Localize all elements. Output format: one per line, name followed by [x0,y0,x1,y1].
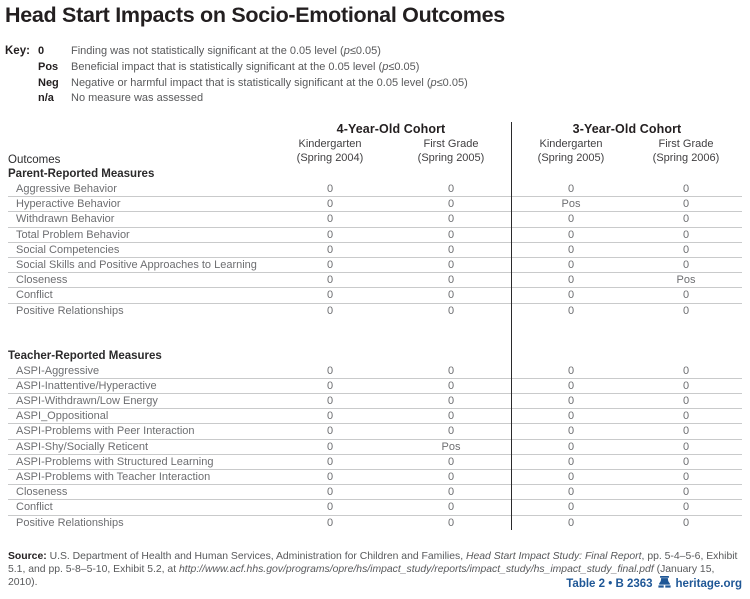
impact-value: 0 [447,425,455,438]
impact-value: 0 [447,183,455,195]
impact-value: 0 [567,228,575,241]
col-header-line2: (Spring 2005) [417,151,485,164]
impact-value: 0 [567,274,575,287]
impact-value: Pos [676,274,696,287]
outcome-label: Positive Relationships [16,516,124,529]
impact-value: 0 [326,304,334,317]
outcome-label: Conflict [16,289,53,302]
impact-value: 0 [682,486,690,499]
col-header-line1: First Grade [423,138,479,150]
table-row [8,409,742,424]
table-row [8,516,742,531]
impact-value: 0 [447,228,455,241]
key-description [71,44,468,60]
outcome-label: Aggressive Behavior [16,183,117,195]
key-row [5,44,468,60]
impact-value: 0 [326,183,334,195]
section-rows [8,182,742,319]
outcome-label: Withdrawn Behavior [16,213,115,226]
table-row [8,243,742,258]
key-description-part: Beneficial impact that is statistically significant at the 0.05 level ( [71,60,383,73]
impact-value: 0 [567,395,575,408]
table-row [8,455,742,470]
impact-value: 0 [447,274,455,287]
cohort-header-row [8,121,742,138]
col-header-line2: (Spring 2004) [296,151,364,164]
impact-value: 0 [326,198,334,211]
impact-value: 0 [682,228,690,241]
key-description-part: p [430,76,437,89]
impact-value: 0 [567,471,575,483]
outcome-label: Closeness [16,486,68,499]
impact-value: 0 [447,258,455,271]
key-legend [5,44,468,107]
key-label [5,76,38,92]
key-description-part: No measure was assessed [71,92,204,105]
impact-value: 0 [567,501,575,514]
outcome-label: Social Competencies [16,243,120,256]
outcome-label: ASPI-Problems with Teacher Interaction [16,471,211,483]
table-row [8,288,742,303]
impact-value: 0 [447,379,455,392]
key-symbol: Pos [38,60,59,73]
impact-value: 0 [567,455,575,468]
impact-value: 0 [682,455,690,468]
section-header: Parent-Reported Measures [8,168,155,180]
outcomes-column-header: Outcomes [8,154,61,166]
table-row [8,364,742,379]
impact-value: 0 [326,471,334,483]
table-row [8,304,742,319]
impact-value: 0 [567,213,575,226]
impact-value: 0 [326,501,334,514]
outcome-label: Hyperactive Behavior [16,198,121,211]
impact-value: 0 [567,304,575,317]
text-part: U.S. Department of Health and Human Services, Administration for Children and Families, [49,551,466,563]
key-description-part: Finding was not statistically significant at the 0.05 level ( [71,45,344,57]
section-rows [8,364,742,531]
table-row [8,212,742,227]
impact-value: 0 [447,395,455,408]
outcome-label: ASPI-Problems with Peer Interaction [16,425,195,438]
outcome-label: ASPI-Inattentive/Hyperactive [16,379,157,392]
impact-value: 0 [326,395,334,408]
impact-value: 0 [682,198,690,211]
impact-value: 0 [447,410,455,423]
text-part: (January 15, 2010). [8,564,715,589]
table-row [8,182,742,197]
impact-value: 0 [326,486,334,499]
impact-value: 0 [567,440,575,453]
impact-value: 0 [682,379,690,392]
key-row [5,91,468,107]
table-section [8,349,742,531]
text-part: http://www.acf.hhs.gov/programs/opre/hs/impact_study/reports/impact_study/hs_impact_study_final.pdf [178,564,654,576]
col-header-3yo-firstgrade [630,138,742,167]
key-label [5,60,38,76]
key-description-part: Negative or harmful impact that is statistically significant at the 0.05 level ( [71,76,431,89]
impact-value: Pos [561,198,581,211]
impact-value: 0 [682,213,690,226]
key-description-part: p [343,45,350,57]
impact-value: 0 [326,455,334,468]
cohort-header-3yo: 3-Year-Old Cohort [572,122,682,136]
impact-value: 0 [447,198,455,211]
impact-value: 0 [682,440,690,453]
column-header-row [8,138,742,167]
impact-value: 0 [447,289,455,302]
impact-value: 0 [447,471,455,483]
key-symbol: 0 [38,45,45,57]
impact-value: 0 [567,183,575,195]
liberty-bell-icon [658,576,671,591]
key-description-part: ≤0.05) [436,76,468,89]
col-header-4yo-kindergarten [270,138,390,167]
impact-value: 0 [682,516,690,529]
impact-value: 0 [326,228,334,241]
heritage-site-label: heritage.org [675,577,742,590]
impact-value: 0 [447,304,455,317]
impact-value: 0 [682,289,690,302]
impact-value: 0 [682,395,690,408]
impact-value: 0 [326,410,334,423]
table-row [8,379,742,394]
col-header-line2: (Spring 2006) [652,151,720,164]
key-label: Key: [5,45,30,57]
impact-value: 0 [447,364,455,377]
outcome-label: Positive Relationships [16,304,124,317]
impact-value: 0 [567,379,575,392]
footer-credit [566,576,742,591]
table-row [8,228,742,243]
key-symbol: Neg [38,76,59,89]
key-description-part: ≤0.05) [349,45,381,57]
text-part: Source: [8,551,50,563]
impact-value: 0 [682,304,690,317]
impact-value: 0 [326,274,334,287]
impact-value: 0 [447,486,455,499]
impact-value: 0 [567,243,575,256]
table-row [8,500,742,515]
table-row [8,273,742,288]
table-row [8,440,742,455]
impact-value: 0 [682,425,690,438]
outcome-label: ASPI-Shy/Socially Reticent [16,440,149,453]
impact-value: 0 [567,425,575,438]
impact-value: 0 [567,364,575,377]
key-label [5,91,38,107]
key-description-part: p [382,60,389,73]
text-part: Head Start Impact Study: Final Report [465,551,642,563]
impact-value: 0 [567,486,575,499]
key-description [71,76,468,92]
cohort-header-spacer [8,121,270,138]
impact-value: 0 [326,440,334,453]
impact-value: 0 [682,501,690,514]
text-part: , pp. 5-4–5-6, Exhibit 5.1, and pp. 5-8–5-10, Exhibit 5.2, at [8,551,738,576]
col-header-line1: Kindergarten [298,138,362,150]
impact-value: 0 [326,516,334,529]
impact-value: 0 [567,289,575,302]
impact-value: 0 [447,243,455,256]
outcome-label: ASPI_Oppositional [16,410,109,423]
table-section [8,167,742,319]
table-reference: Table 2 • B 2363 [566,577,653,590]
impact-value: Pos [441,440,461,453]
col-header-line1: Kindergarten [539,138,603,150]
impact-value: 0 [567,410,575,423]
key-description [71,60,468,76]
impact-value: 0 [326,258,334,271]
impact-value: 0 [682,410,690,423]
impact-table [8,121,742,531]
impact-value: 0 [447,213,455,226]
impact-value: 0 [326,289,334,302]
col-header-4yo-firstgrade [390,138,512,167]
impact-value: 0 [682,471,690,483]
key-row [5,76,468,92]
key-description [71,91,468,107]
impact-value: 0 [447,516,455,529]
outcome-label: Total Problem Behavior [16,228,130,241]
key-symbol: n/a [38,92,54,105]
table-row [8,258,742,273]
impact-value: 0 [682,364,690,377]
impact-value: 0 [326,425,334,438]
key-row [5,60,468,76]
impact-value: 0 [447,455,455,468]
table-row [8,470,742,485]
key-description-part: ≤0.05) [388,60,420,73]
section-header: Teacher-Reported Measures [8,349,162,362]
col-header-line1: First Grade [658,138,714,150]
impact-value: 0 [326,379,334,392]
cohort-header-4yo: 4-Year-Old Cohort [336,122,446,136]
table-row [8,394,742,409]
impact-value: 0 [567,516,575,529]
outcome-label: ASPI-Aggressive [16,364,100,377]
impact-value: 0 [567,258,575,271]
table-row [8,197,742,212]
table-row [8,485,742,500]
page-title: Head Start Impacts on Socio-Emotional Outcomes [5,3,505,27]
col-header-line2: (Spring 2005) [537,151,605,164]
outcome-label: ASPI-Withdrawn/Low Energy [16,395,158,408]
outcome-label: ASPI-Problems with Structured Learning [16,455,214,468]
impact-value: 0 [682,243,690,256]
cohort-divider-line [511,122,512,530]
impact-value: 0 [326,243,334,256]
impact-value: 0 [326,364,334,377]
impact-value: 0 [447,501,455,514]
outcome-label: Conflict [16,501,53,514]
table-row [8,424,742,439]
outcome-label: Closeness [16,274,68,287]
table-sections [8,167,742,531]
impact-value: 0 [326,213,334,226]
impact-value: 0 [682,258,690,271]
col-header-3yo-kindergarten [512,138,630,167]
outcome-label: Social Skills and Positive Approaches to Learning [16,258,257,271]
impact-value: 0 [682,183,690,195]
